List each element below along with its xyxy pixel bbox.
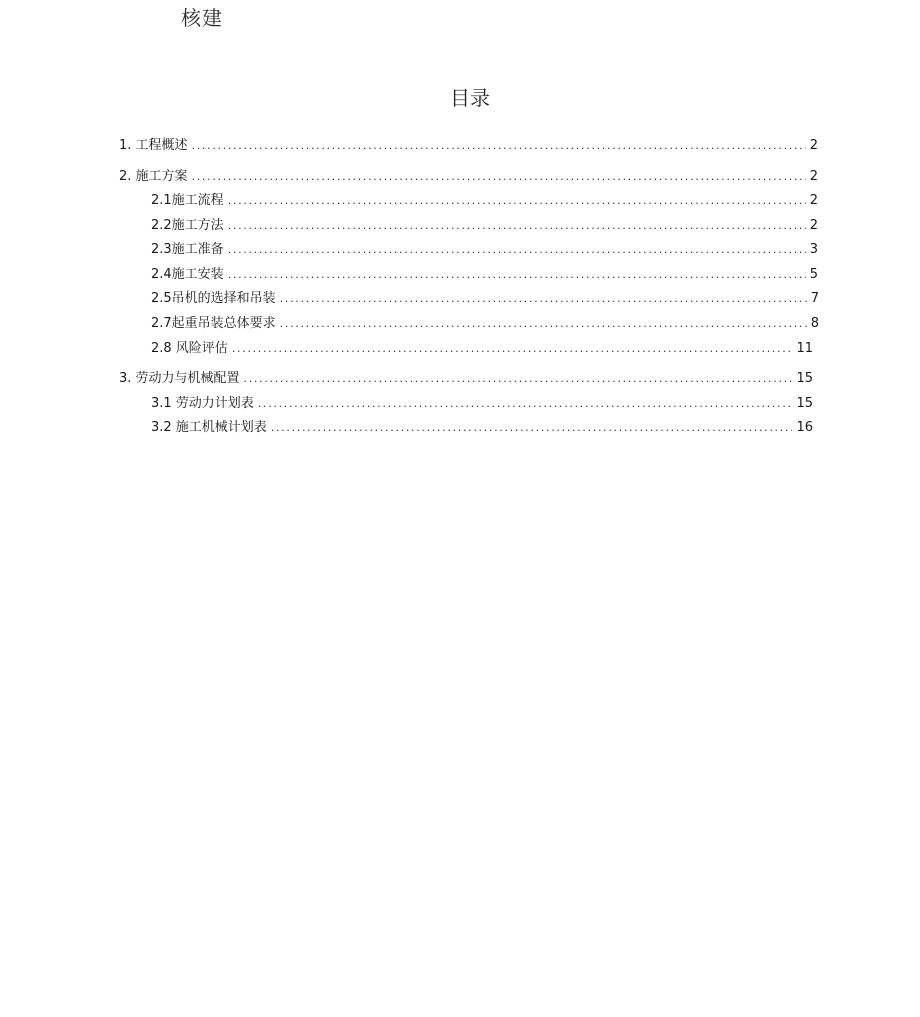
toc-leader-dots bbox=[228, 192, 806, 210]
toc-entry-title: 2.8 风险评估 bbox=[151, 341, 228, 356]
toc-entry[interactable] bbox=[151, 395, 813, 413]
toc-entry[interactable] bbox=[119, 370, 813, 388]
toc-entry-title: 2.2施工方法 bbox=[151, 218, 224, 233]
toc-leader-dots bbox=[228, 241, 806, 259]
toc-entry-title: 2. 施工方案 bbox=[119, 169, 188, 184]
toc-entry-page: 7 bbox=[810, 291, 819, 306]
toc-entry[interactable] bbox=[151, 419, 813, 437]
toc-entry-title: 2.1施工流程 bbox=[151, 193, 224, 208]
toc-entry-page: 2 bbox=[809, 138, 818, 153]
toc-entry[interactable] bbox=[151, 290, 819, 308]
toc-entry-page: 15 bbox=[796, 371, 813, 386]
toc-title: 目录 bbox=[450, 86, 490, 110]
toc-entry-page: 16 bbox=[796, 420, 813, 435]
toc-leader-dots bbox=[232, 340, 793, 358]
toc-entry[interactable] bbox=[151, 315, 819, 333]
toc-leader-dots bbox=[258, 395, 793, 413]
toc-entry-title: 2.4施工安装 bbox=[151, 267, 224, 282]
toc-leader-dots bbox=[192, 137, 806, 155]
toc-entry-title: 3. 劳动力与机械配置 bbox=[119, 371, 240, 386]
toc-entry-page: 2 bbox=[809, 193, 818, 208]
toc-leader-dots bbox=[228, 217, 806, 235]
toc-entry-page: 8 bbox=[810, 316, 819, 331]
toc-leader-dots bbox=[280, 315, 807, 333]
toc-entry-title: 2.7起重吊装总体要求 bbox=[151, 316, 276, 331]
toc-entry-title: 1. 工程概述 bbox=[119, 138, 188, 153]
toc-entry-page: 3 bbox=[809, 242, 818, 257]
toc-entry-page: 2 bbox=[809, 169, 818, 184]
toc-entry[interactable] bbox=[151, 217, 818, 235]
toc-entry[interactable] bbox=[119, 168, 818, 186]
toc-entry-title: 2.3施工准备 bbox=[151, 242, 224, 257]
toc-entry[interactable] bbox=[151, 266, 818, 284]
toc-leader-dots bbox=[280, 290, 807, 308]
toc-entry-page: 11 bbox=[796, 341, 813, 356]
toc-entry-page: 2 bbox=[809, 218, 818, 233]
toc-entry[interactable] bbox=[151, 241, 818, 259]
toc-leader-dots bbox=[228, 266, 806, 284]
toc-entry-title: 3.1 劳动力计划表 bbox=[151, 396, 254, 411]
toc-leader-dots bbox=[271, 419, 793, 437]
document-header-label: 核建 bbox=[181, 6, 223, 30]
toc-leader-dots bbox=[244, 370, 793, 388]
toc-entry[interactable] bbox=[119, 137, 818, 155]
toc-entry[interactable] bbox=[151, 340, 813, 358]
toc-entry-page: 5 bbox=[809, 267, 818, 282]
toc-entry-title: 3.2 施工机械计划表 bbox=[151, 420, 267, 435]
toc-entry-title: 2.5吊机的选择和吊装 bbox=[151, 291, 276, 306]
toc-entry[interactable] bbox=[151, 192, 818, 210]
toc-leader-dots bbox=[192, 168, 806, 186]
toc-entry-page: 15 bbox=[796, 396, 813, 411]
